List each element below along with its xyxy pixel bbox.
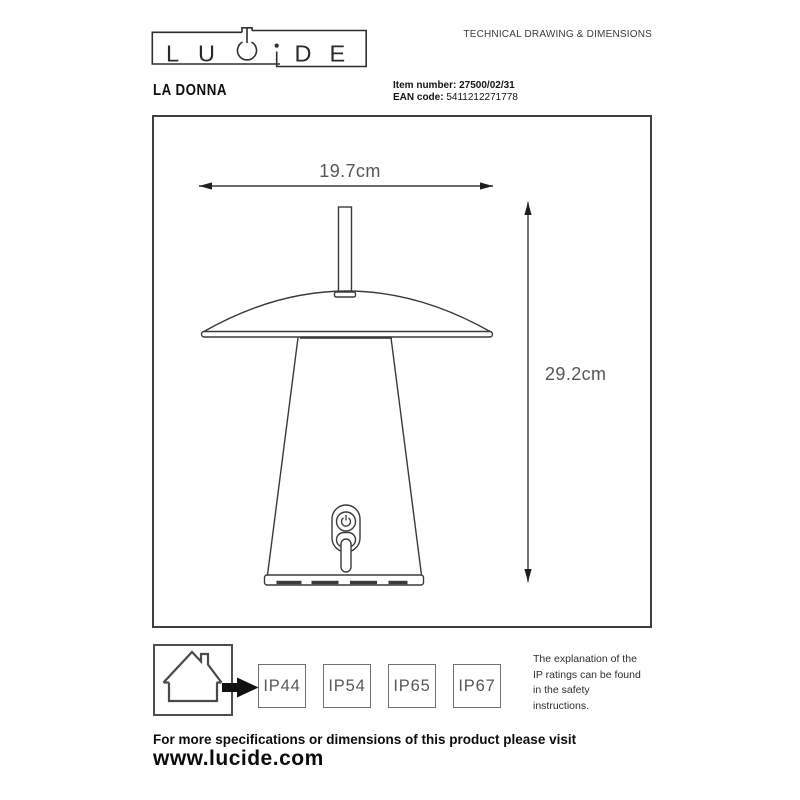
arrow-shaft: [222, 683, 237, 692]
base-foot: [277, 581, 302, 584]
ip-note-line: IP ratings can be found: [533, 668, 641, 681]
ip-note-line: instructions.: [533, 699, 590, 712]
doc-title: TECHNICAL DRAWING & DIMENSIONS: [463, 29, 652, 40]
logo-i-dot: [275, 44, 279, 48]
house-arrow-graphic: [153, 644, 265, 716]
arrow-icon: [237, 678, 259, 698]
item-number-row: [393, 80, 518, 92]
shade-underside-line: [300, 336, 392, 338]
base-foot: [350, 581, 377, 584]
lucide-logo: [150, 27, 370, 73]
logo-letter: L: [166, 40, 180, 67]
item-number-label: Item number:: [393, 80, 457, 91]
ip-rating-badge: IP65: [388, 664, 436, 708]
base-foot: [312, 581, 339, 584]
ean-value: 5411212271778: [446, 91, 518, 103]
lamp-body-left-edge: [268, 338, 299, 575]
ean-row: [393, 92, 518, 104]
house-icon: [164, 652, 222, 683]
item-number-value: 27500/02/31: [459, 80, 515, 91]
item-info-block: [393, 80, 518, 103]
base-foot: [389, 581, 408, 584]
power-button: [337, 512, 356, 531]
ean-label: EAN code:: [393, 91, 444, 103]
technical-drawing-frame: [152, 115, 652, 628]
ip-rating-badge: IP44: [258, 664, 306, 708]
footer-text: For more specifications or dimensions of this product please visit: [153, 732, 577, 747]
logo-letter: U: [198, 40, 215, 67]
charge-plug: [341, 539, 351, 572]
arrowhead-left: [199, 182, 212, 189]
ip-note-line: The explanation of the: [533, 653, 637, 665]
lamp-stem-flange: [335, 292, 356, 297]
width-dimension-label: 19.7cm: [319, 161, 381, 181]
lamp-body-right-edge: [391, 338, 422, 575]
logo-letter-c: [238, 42, 257, 60]
lamp-stem: [339, 207, 352, 292]
ip-rating-badge: IP54: [323, 664, 371, 708]
lamp-shade-rim: [202, 332, 493, 338]
height-dimension-label: 29.2cm: [545, 364, 607, 384]
house-walls: [169, 683, 217, 702]
arrowhead-down: [524, 569, 531, 582]
website-link[interactable]: www.lucide.com: [153, 747, 324, 770]
ip-note: [533, 652, 641, 714]
product-name: LA DONNA: [153, 82, 227, 99]
ip-rating-badge: IP67: [453, 664, 501, 708]
logo-letter: D: [294, 40, 312, 67]
arrowhead-up: [524, 202, 531, 215]
arrowhead-right: [480, 182, 493, 189]
ip-note-line: in the safety: [533, 684, 590, 696]
logo-letter: E: [329, 40, 346, 67]
